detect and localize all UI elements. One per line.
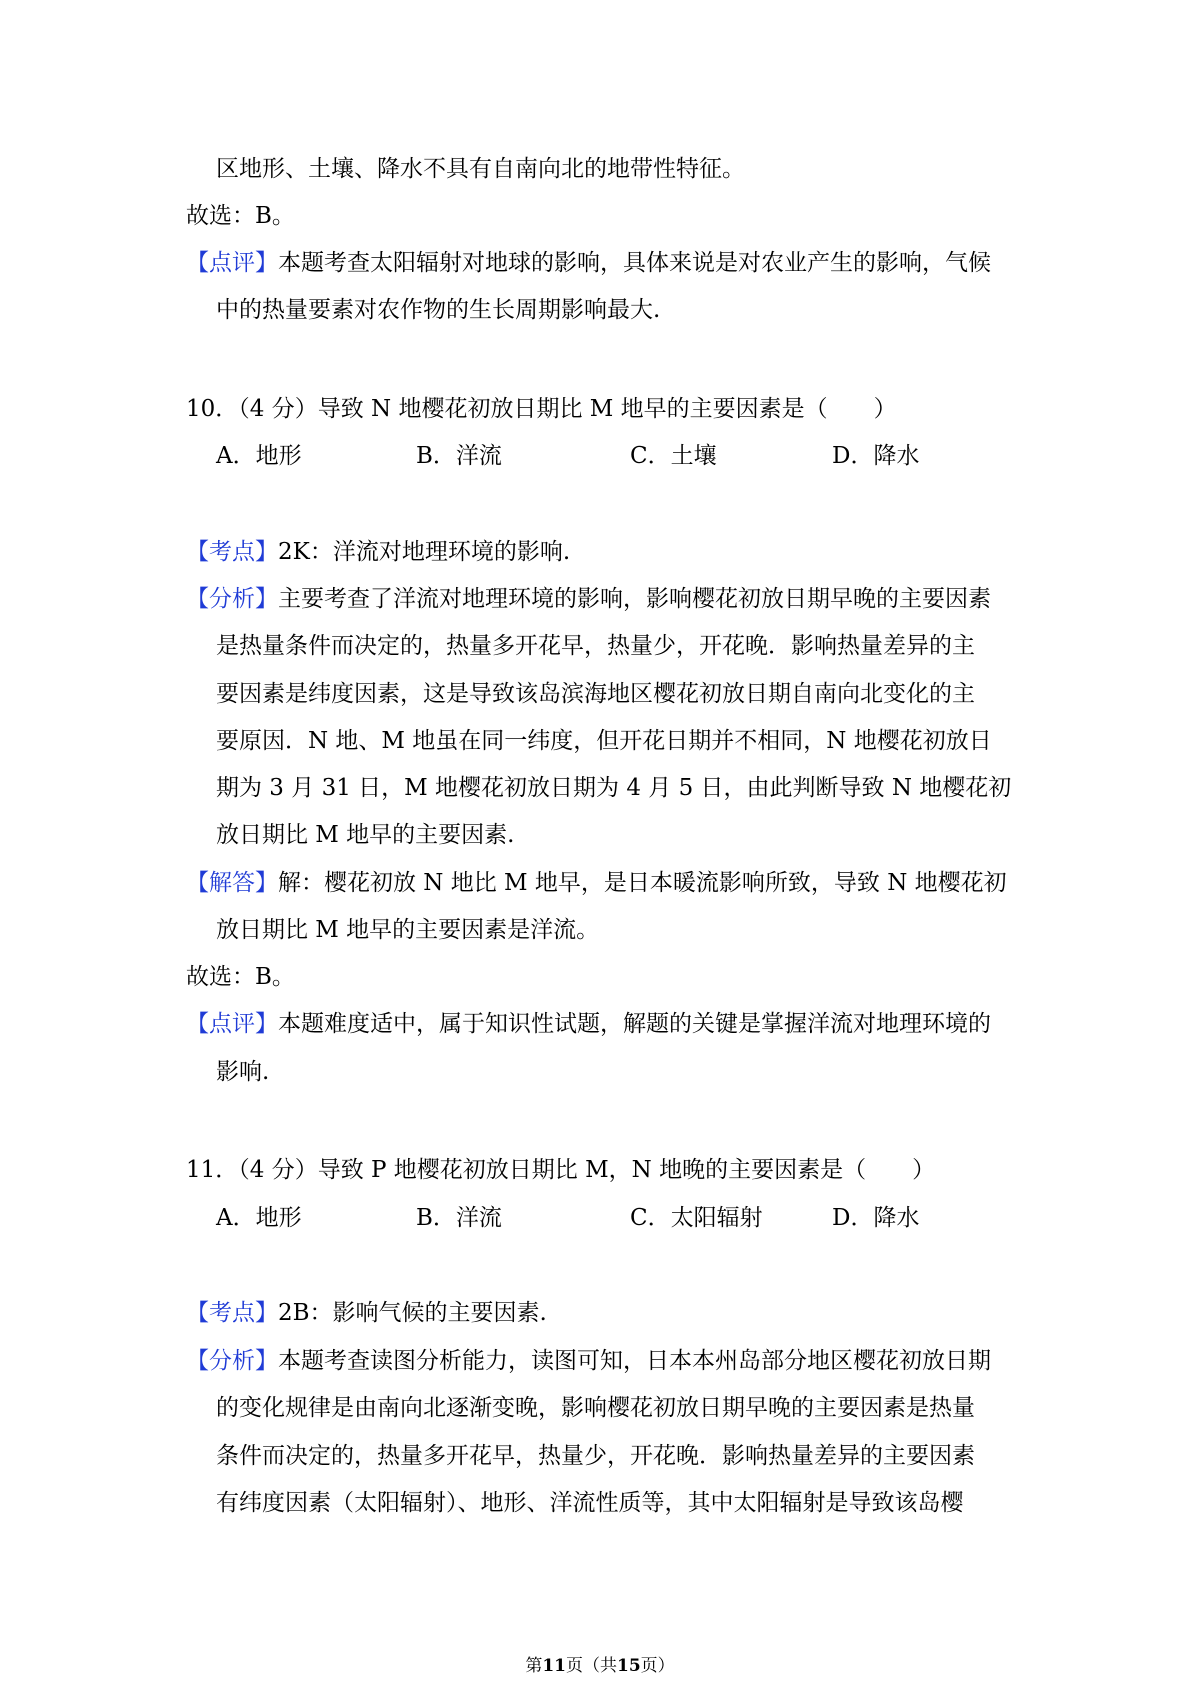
- fenxi-line: [186, 583, 991, 615]
- review-tag: 【点评】: [186, 1011, 278, 1037]
- option-a: A．地形: [216, 1205, 302, 1231]
- text-line: 要原因．N 地、M 地虽在同一纬度，但开花日期并不相同，N 地樱花初放日: [216, 728, 992, 754]
- text-line: 区地形、土壤、降水不具有自南向北的地带性特征。: [216, 156, 745, 182]
- question-stem: 10．（4 分）导致 N 地樱花初放日期比 M 地早的主要因素是（ ）: [186, 396, 897, 422]
- text-line: 期为 3 月 31 日，M 地樱花初放日期为 4 月 5 日，由此判断导致 N 地樱花初: [216, 775, 1012, 801]
- jieda-tag: 【解答】: [186, 870, 278, 896]
- kaodian-line: [186, 1297, 547, 1329]
- fenxi-line: [186, 1345, 991, 1377]
- review-text: 本题考查太阳辐射对地球的影响，具体来说是对农业产生的影响，气候: [278, 250, 991, 276]
- text-line: 条件而决定的，热量多开花早，热量少，开花晚．影响热量差异的主要因素: [216, 1443, 975, 1469]
- kaodian-line: [186, 536, 570, 568]
- text-line: 有纬度因素（太阳辐射）、地形、洋流性质等，其中太阳辐射是导致该岛樱: [216, 1490, 964, 1516]
- page-number: 11: [542, 1656, 566, 1676]
- fenxi-text: 主要考查了洋流对地理环境的影响，影响樱花初放日期早晚的主要因素: [278, 586, 991, 612]
- text-line: 是热量条件而决定的，热量多开花早，热量少，开花晚．影响热量差异的主: [216, 633, 975, 659]
- option-d: D．降水: [832, 443, 920, 469]
- option-b: B．洋流: [416, 443, 502, 469]
- text-line: 放日期比 M 地早的主要因素.: [216, 822, 515, 848]
- kaodian-text: 2B：影响气候的主要因素.: [278, 1300, 547, 1326]
- kaodian-tag: 【考点】: [186, 539, 278, 565]
- option-d: D．降水: [832, 1205, 920, 1231]
- footer-middle: 页（共: [566, 1656, 617, 1676]
- option-a: A．地形: [216, 443, 302, 469]
- text-line: 影响.: [216, 1059, 270, 1085]
- option-b: B．洋流: [416, 1205, 502, 1231]
- review-line: [186, 1008, 991, 1040]
- page-total: 15: [617, 1656, 641, 1676]
- review-line: [186, 247, 991, 279]
- review-text: 本题难度适中，属于知识性试题，解题的关键是掌握洋流对地理环境的: [278, 1011, 991, 1037]
- footer-suffix: 页）: [640, 1656, 675, 1676]
- text-line: 中的热量要素对农作物的生长周期影响最大.: [216, 297, 661, 323]
- kaodian-tag: 【考点】: [186, 1300, 278, 1326]
- footer-prefix: 第: [525, 1656, 543, 1676]
- text-line: 放日期比 M 地早的主要因素是洋流。: [216, 917, 600, 943]
- option-c: C．太阳辐射: [630, 1205, 763, 1231]
- review-tag: 【点评】: [186, 250, 278, 276]
- question-stem: 11．（4 分）导致 P 地樱花初放日期比 M，N 地晚的主要因素是（ ）: [186, 1157, 936, 1183]
- kaodian-text: 2K：洋流对地理环境的影响.: [278, 539, 571, 565]
- fenxi-text: 本题考查读图分析能力，读图可知，日本本州岛部分地区樱花初放日期: [278, 1348, 991, 1374]
- jieda-text: 解：樱花初放 N 地比 M 地早，是日本暖流影响所致，导致 N 地樱花初: [278, 870, 1007, 896]
- text-line: 要因素是纬度因素，这是导致该岛滨海地区樱花初放日期自南向北变化的主: [216, 681, 975, 707]
- text-line: 的变化规律是由南向北逐渐变晚，影响樱花初放日期早晚的主要因素是热量: [216, 1395, 975, 1421]
- answer-line: 故选：B。: [186, 964, 295, 990]
- fenxi-tag: 【分析】: [186, 586, 278, 612]
- page-footer: [0, 1654, 1200, 1678]
- option-c: C．土壤: [630, 443, 717, 469]
- fenxi-tag: 【分析】: [186, 1348, 278, 1374]
- jieda-line: [186, 867, 1007, 899]
- answer-line: 故选：B。: [186, 203, 295, 229]
